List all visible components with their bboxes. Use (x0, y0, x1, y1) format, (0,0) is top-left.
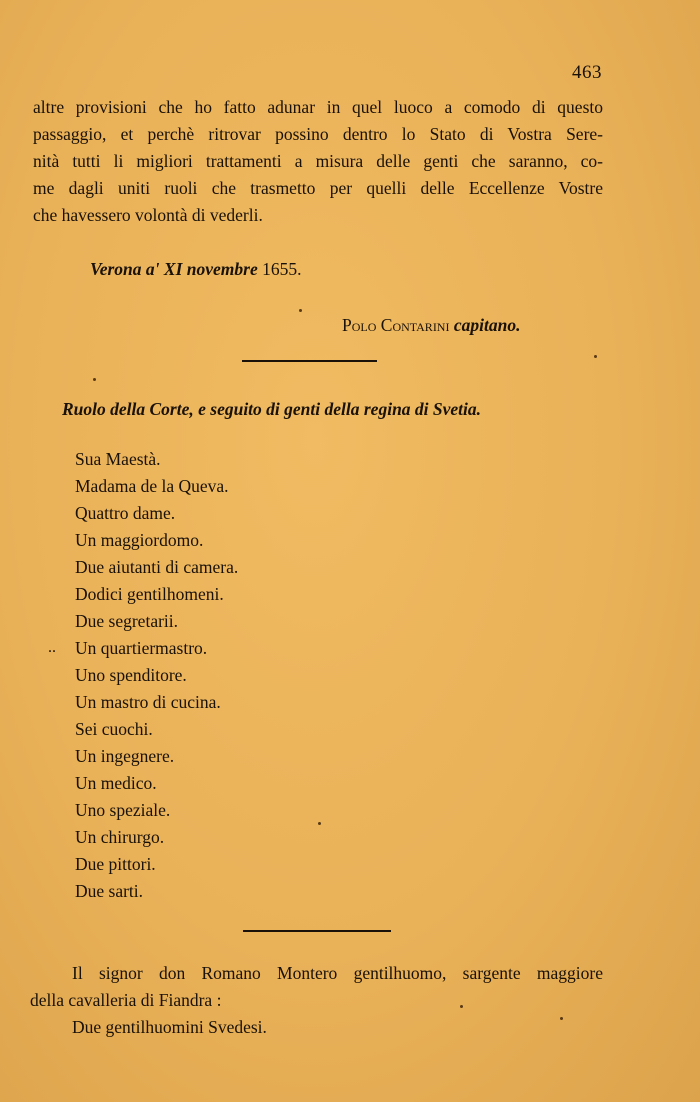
list-item: Due aiutanti di camera. (75, 557, 239, 577)
list-item: Madama de la Queva. (75, 476, 229, 496)
list-item: Uno speziale. (75, 800, 171, 820)
signature-title: capitano. (453, 315, 521, 335)
list-item: Un chirurgo. (75, 827, 165, 847)
dateline-place-date: Verona a' XI novembre (90, 259, 258, 279)
list-item: Dodici gentilhomeni. (75, 584, 224, 604)
section-divider (242, 360, 377, 362)
list-item: Un mastro di cucina. (75, 692, 221, 712)
page-number: 463 (572, 62, 602, 83)
text-line: me dagli uniti ruoli che trasmetto per quelli delle Eccellenze Vostre (33, 178, 603, 198)
paper-speck (560, 1017, 563, 1020)
paper-speck (318, 822, 321, 825)
dateline-year: 1655. (262, 259, 302, 279)
list-item: Sei cuochi. (75, 719, 153, 739)
list-item: Uno spenditore. (75, 665, 187, 685)
paper-speck (299, 309, 302, 312)
text-line: della cavalleria di Fiandra : (30, 990, 222, 1010)
text-line: Due gentilhuomini Svedesi. (72, 1017, 267, 1037)
text-line: altre provisioni che ho fatto adunar in quel luoco a comodo di questo (33, 97, 603, 117)
list-item: Quattro dame. (75, 503, 176, 523)
marginal-dots: .. (48, 639, 56, 656)
list-item: Due segretarii. (75, 611, 179, 631)
list-item: Un quartiermastro. (75, 638, 208, 658)
text-line: che havessero volontà di vederli. (33, 205, 263, 225)
list-item: Due pittori. (75, 854, 156, 874)
dateline (90, 256, 301, 282)
section-divider (243, 930, 391, 932)
text-line: nità tutti li migliori trattamenti a misura delle genti che saranno, co- (33, 151, 603, 171)
list-item: Un ingegnere. (75, 746, 175, 766)
signature (342, 312, 520, 338)
text-line: Il signor don Romano Montero gentilhuomo, sargente maggiore (72, 963, 603, 983)
paper-speck (594, 355, 597, 358)
paper-speck (93, 378, 96, 381)
list-item: Un maggiordomo. (75, 530, 204, 550)
list-item: Un medico. (75, 773, 157, 793)
list-item: Due sarti. (75, 881, 144, 901)
signature-name: Polo Contarini (342, 315, 450, 335)
text-line: passaggio, et perchè ritrovar possino dentro lo Stato di Vostra Sere- (33, 124, 603, 144)
section-heading: Ruolo della Corte, e seguito di genti della regina di Svetia. (62, 399, 482, 419)
paper-speck (460, 1005, 463, 1008)
list-item: Sua Maestà. (75, 449, 161, 469)
